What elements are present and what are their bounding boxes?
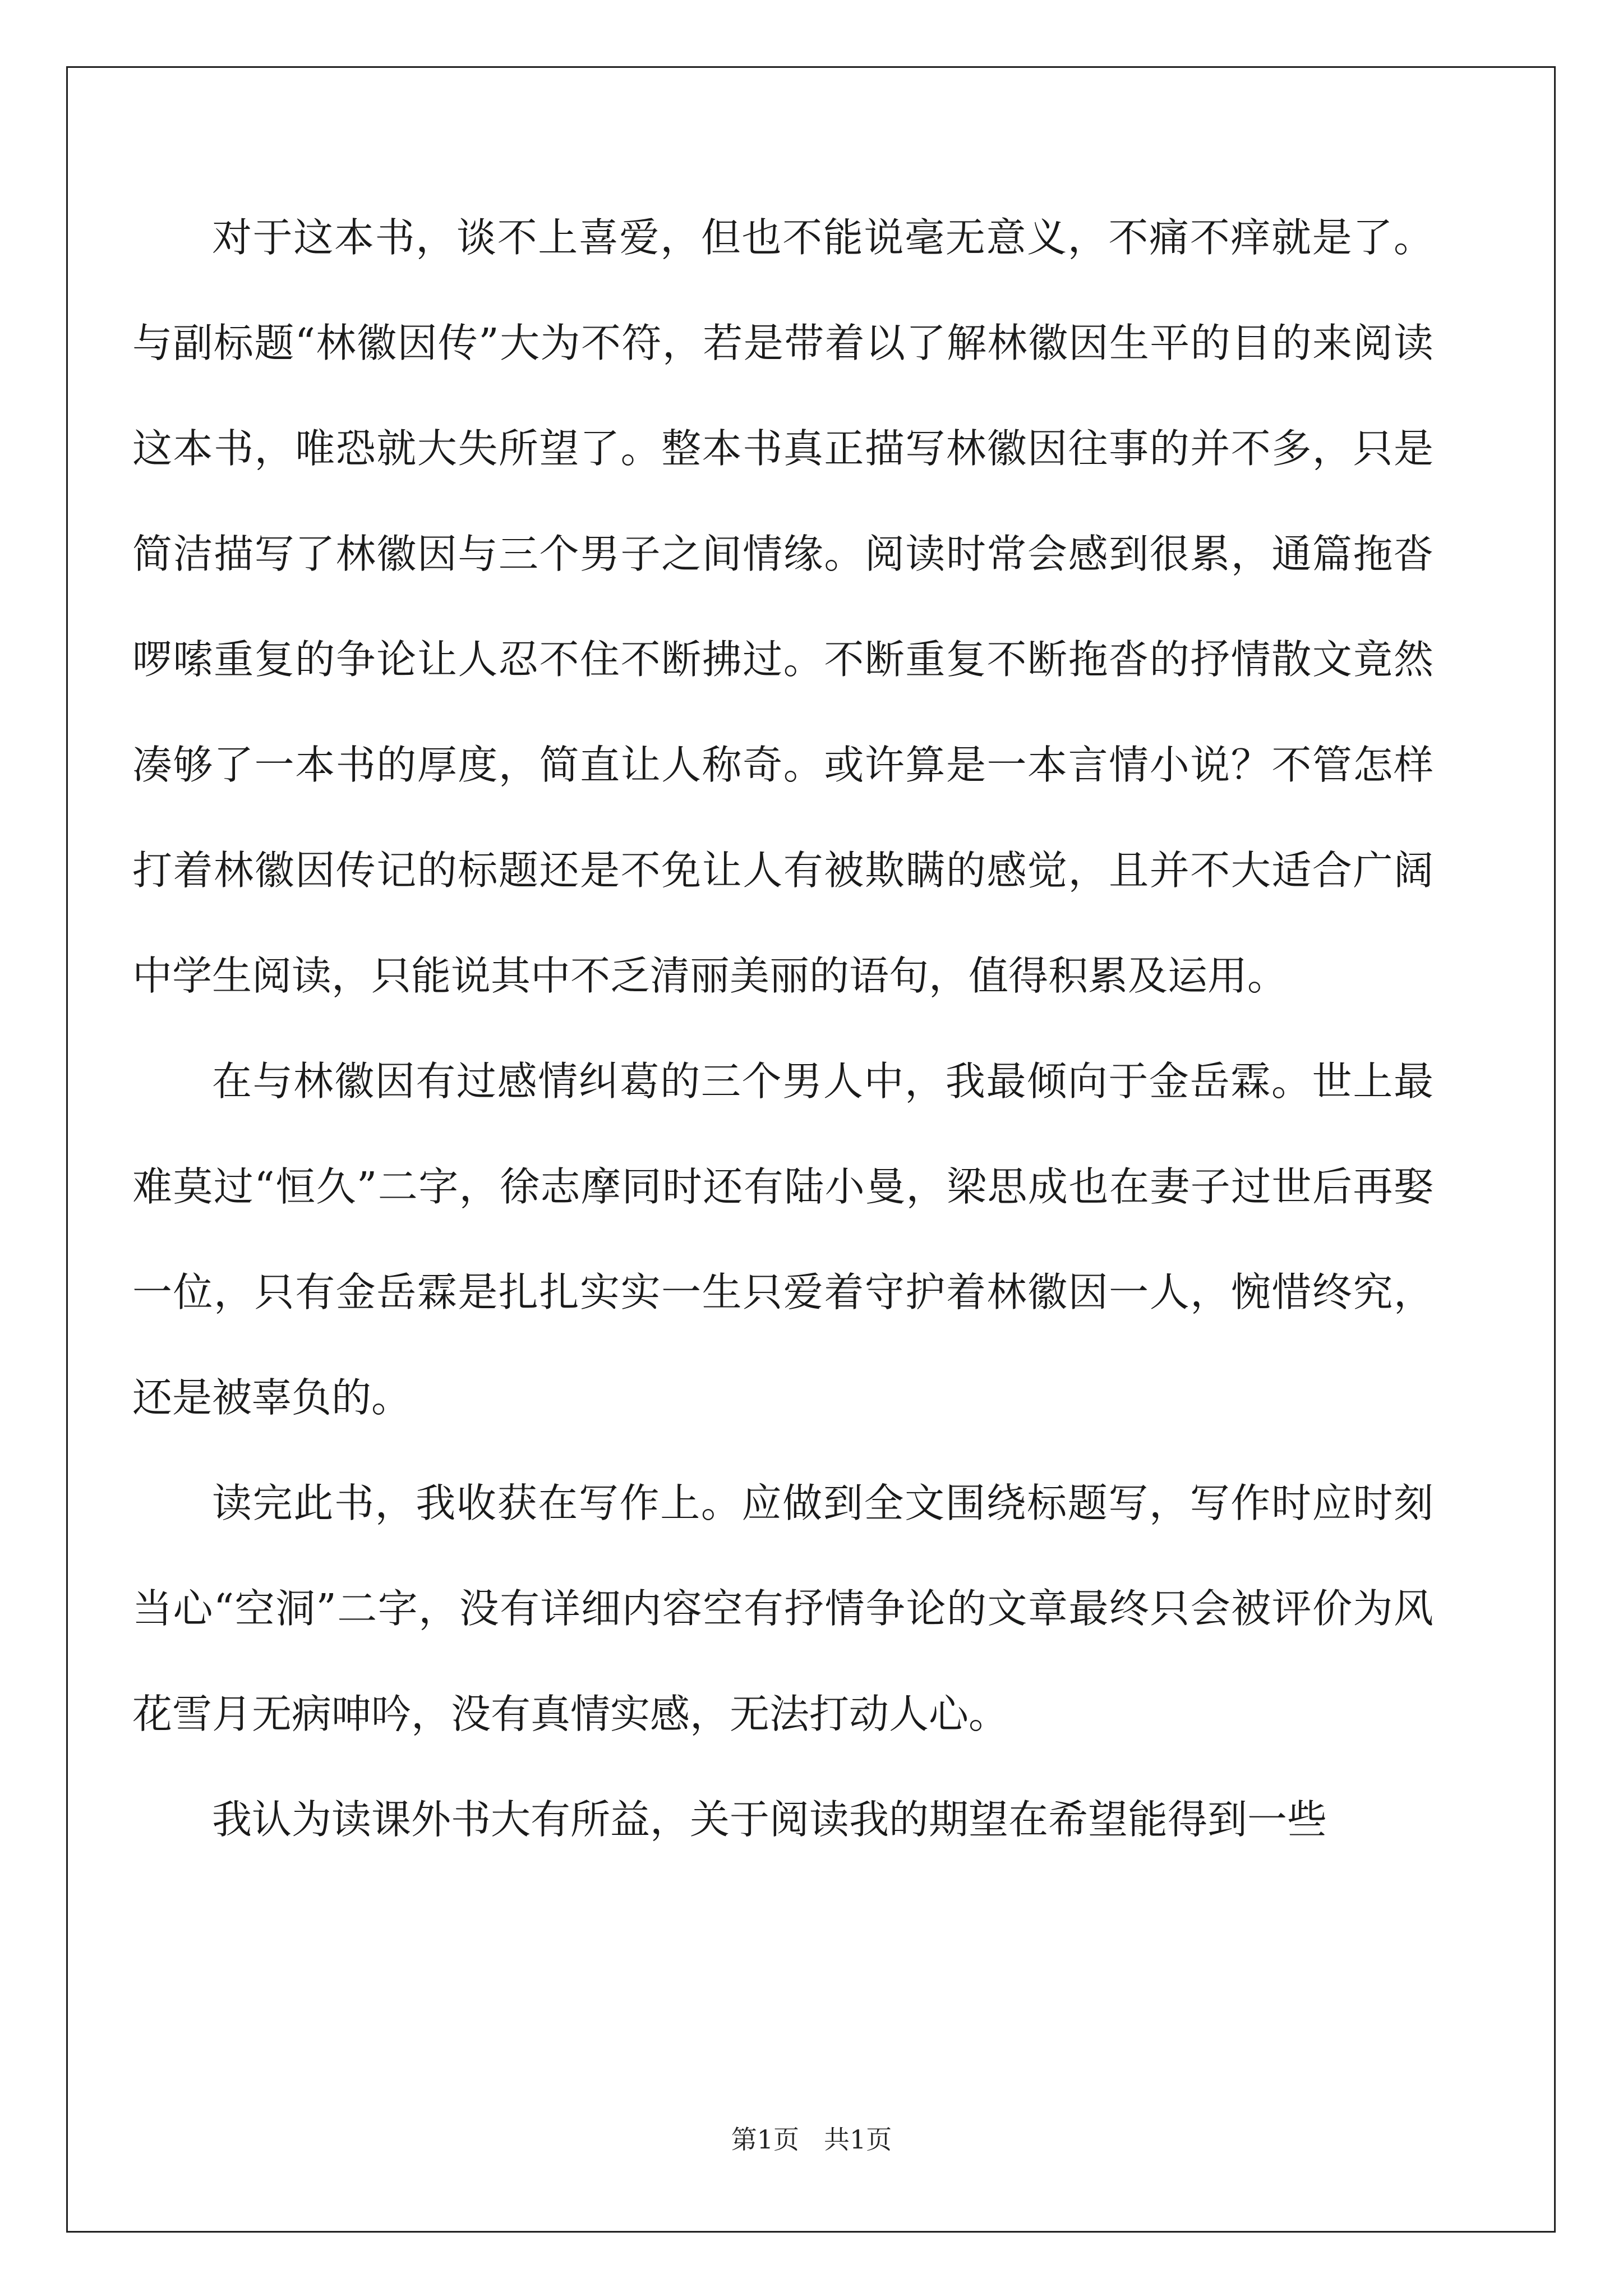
page-number: 第1页 [731,2124,800,2155]
paragraph-2: 在与林徽因有过感情纠葛的三个男人中，我最倾向于金岳霖。世上最难莫过“恒久”二字，徐志摩同时还有陆小曼，梁思成也在妻子过世后再娶一位，只有金岳霖是扎扎实实一生只爱着守护着林徽因一人，惋惜终究，还是被辜负的。 [132,1058,1433,1421]
paragraph-4: 我认为读课外书大有所益，关于阅读我的期望在希望能得到一些 [212,1796,1327,1843]
paragraph-1: 对于这本书，谈不上喜爱，但也不能说毫无意义，不痛不痒就是了。与副标题“林徽因传”大为不符，若是带着以了解林徽因生平的目的来阅读这本书，唯恐就大失所望了。整本书真正描写林徽因往事的并不多，只是简洁描写了林徽因与三个男子之间情缘。阅读时常会感到很累，通篇拖沓啰嗦重复的争论让人忍不住不断拂过。不断重复不断拖沓的抒情散文竟然凑够了一本书的厚度，简直让人称奇。或许算是一本言情小说？不管怎样打着林徽因传记的标题还是不免让人有被欺瞒的感觉，且并不大适合广阔中学生阅读，只能说其中不乏清丽美丽的语句，值得积累及运用。 [132,214,1433,999]
page-footer [0,2119,1623,2156]
paragraph-3: 读完此书，我收获在写作上。应做到全文围绕标题写，写作时应时刻当心“空洞”二字，没有详细内容空有抒情争论的文章最终只会被评价为风花雪月无病呻吟，没有真情实感，无法打动人心。 [132,1480,1433,1737]
document-body [132,185,1433,1872]
page-total: 共1页 [823,2124,892,2155]
